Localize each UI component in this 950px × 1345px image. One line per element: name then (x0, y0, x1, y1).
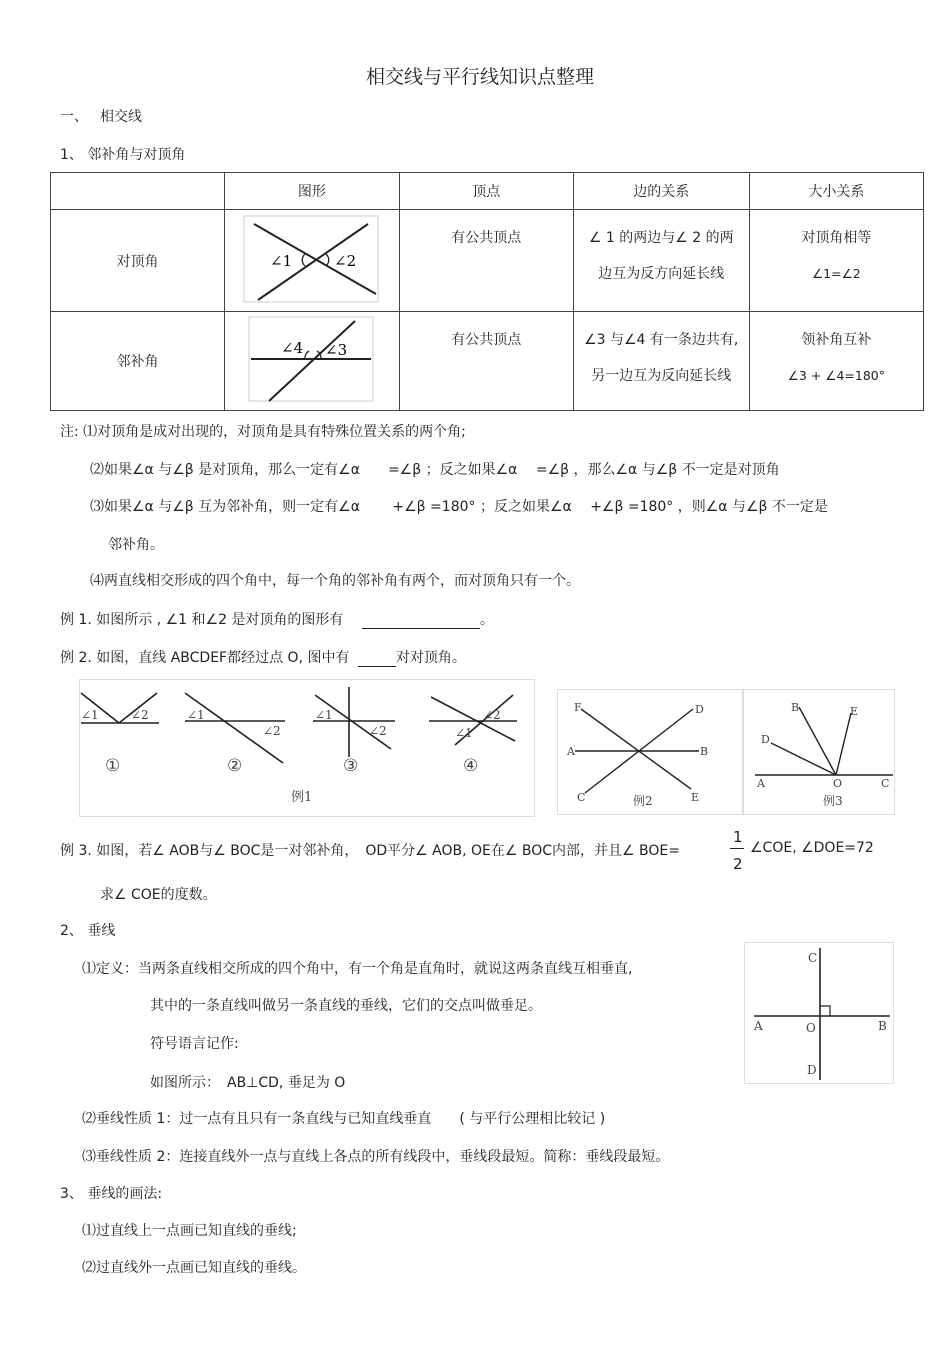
vertical-angles-figure (242, 214, 382, 304)
point-label: C (577, 791, 586, 804)
size-relation-line: 对顶角相等 (801, 230, 872, 246)
figure-number: ① (105, 756, 121, 776)
fraction-denominator: 2 (733, 855, 743, 873)
example-2-figure (557, 689, 743, 815)
note-line: 注: ⑴对顶角是成对出现的，对顶角是具有特殊位置关系的两个角; (60, 424, 466, 440)
figure-cell (224, 312, 399, 411)
angle-1-label: ∠1 (455, 726, 473, 740)
note-line: ⑵如果∠α 与∠β 是对顶角，那么一定有∠α =∠β ；反之如果∠α =∠β ，那么∠α 与∠β 不一定是对顶角 (90, 462, 780, 478)
point-label: C (808, 951, 818, 965)
table-row (51, 312, 924, 411)
table-header-cell: 顶点 (399, 173, 573, 210)
property-line: ⑶垂线性质 2：连接直线外一点与直线上各点的所有线段中，垂线段最短。简称：垂线段最短。 (82, 1149, 670, 1165)
method-line: ⑴过直线上一点画已知直线的垂线; (82, 1223, 297, 1239)
point-label: O (806, 1021, 816, 1035)
table-header-row (51, 173, 924, 210)
method-line: ⑵过直线外一点画已知直线的垂线。 (82, 1260, 306, 1276)
point-label: B (791, 701, 800, 714)
figure-caption: 例1 (291, 790, 313, 805)
size-relation-cell (749, 210, 923, 312)
angle-1-label: ∠1 (187, 708, 205, 722)
definition-line: 如图所示： AB⊥CD, 垂足为 O (150, 1075, 346, 1091)
vertex-cell: 有公共顶点 (399, 210, 573, 312)
angle-3-label: ∠3 (324, 341, 347, 359)
size-relation-formula: ∠3 + ∠4=180° (787, 368, 886, 383)
note-line: ⑶如果∠α 与∠β 互为邻补角，则一定有∠α +∠β =180° ；反之如果∠α +∠β =180° ，则∠α 与∠β 不一定是 (90, 499, 828, 515)
row-name: 对顶角 (51, 210, 225, 312)
point-label: D (807, 1063, 817, 1077)
definition-line: 其中的一条直线叫做另一条直线的垂线，它们的交点叫做垂足。 (150, 998, 542, 1014)
subsection-heading: 3、 垂线的画法: (60, 1186, 163, 1202)
example-1 (60, 609, 494, 629)
fraction-numerator: 1 (733, 828, 743, 846)
figure-cell (224, 210, 399, 312)
example-1-text: 例 1. 如图所示 , ∠1 和∠2 是对顶角的图形有 (60, 612, 344, 628)
figure-caption: 例2 (633, 794, 653, 808)
definition-line: 符号语言记作: (150, 1036, 239, 1052)
section-heading: 相交线 (100, 109, 142, 125)
example-3-line-2: 求∠ COE的度数。 (100, 887, 217, 903)
angle-2-label: ∠2 (333, 251, 356, 270)
figure-number: ③ (343, 756, 359, 776)
size-relation-line: 领补角互补 (801, 332, 872, 348)
table-header-cell: 大小关系 (749, 173, 923, 210)
edge-relation-cell (573, 312, 749, 411)
point-label: B (700, 745, 709, 758)
edge-relation-line: ∠3 与∠4 有一条边共有, (584, 332, 739, 348)
point-label: F (574, 701, 582, 714)
example-3-line-1: 例 3. 如图，若∠ AOB与∠ BOC是一对邻补角， OD平分∠ AOB, OE在∠ BOC内部，并且∠ BOE= (60, 843, 680, 859)
angle-1-label: ∠1 (81, 708, 99, 722)
angle-table (50, 172, 924, 411)
example-2 (60, 647, 466, 667)
point-label: B (878, 1019, 887, 1033)
example-1-end: 。 (479, 612, 494, 628)
point-label: E (850, 705, 859, 718)
perpendicular-figure (744, 942, 894, 1084)
angle-2-label: ∠2 (369, 724, 387, 738)
note-line: ⑷两直线相交形成的四个角中，每一个角的邻补角有两个，而对顶角只有一个。 (90, 573, 580, 589)
subsection-heading: 1、 邻补角与对顶角 (60, 147, 186, 163)
example-2-end: 对对顶角。 (395, 650, 466, 666)
point-label: A (567, 745, 575, 758)
page-title: 相交线与平行线知识点整理 (365, 66, 594, 88)
answer-blank[interactable] (362, 612, 480, 629)
adjacent-angles-figure (247, 315, 377, 403)
edge-relation-cell (573, 210, 749, 312)
point-label: A (754, 1019, 763, 1033)
angle-1-label: ∠1 (315, 708, 333, 722)
example-1-figure (79, 679, 535, 817)
fraction-bar (730, 848, 744, 849)
answer-blank[interactable] (358, 650, 396, 667)
point-label: D (761, 733, 770, 746)
figure-caption: 例3 (823, 794, 843, 808)
vertex-cell: 有公共顶点 (399, 312, 573, 411)
edge-relation-line: 边互为反方向延长线 (598, 266, 725, 282)
section-number: 一、 (60, 109, 88, 125)
point-label: D (695, 703, 704, 716)
size-relation-cell (749, 312, 923, 411)
figure-number: ② (227, 756, 243, 776)
point-label: C (881, 777, 890, 790)
angle-4-label: ∠4 (280, 339, 303, 357)
example-2-text: 例 2. 如图，直线 ABCDEF都经过点 O, 图中有 (60, 650, 350, 666)
table-header-cell: 边的关系 (573, 173, 749, 210)
table-header-cell (51, 173, 225, 210)
angle-2-label: ∠2 (483, 708, 501, 722)
table-header-cell: 图形 (224, 173, 399, 210)
row-name: 邻补角 (51, 312, 225, 411)
edge-relation-line: 另一边互为反向延长线 (591, 368, 732, 384)
figure-number: ④ (463, 756, 479, 776)
example-3-figure (743, 689, 895, 815)
size-relation-formula: ∠1=∠2 (811, 266, 861, 281)
point-label: E (691, 791, 700, 804)
table-row (51, 210, 924, 312)
example-3-line-1-end: ∠COE, ∠DOE=72 (750, 840, 874, 856)
angle-2-label: ∠2 (263, 724, 281, 738)
angle-2-label: ∠2 (131, 708, 149, 722)
subsection-heading: 2、 垂线 (60, 923, 116, 939)
note-line: 邻补角。 (108, 537, 164, 553)
angle-1-label: ∠1 (269, 251, 292, 270)
point-label: O (833, 777, 843, 790)
property-line: ⑵垂线性质 1：过一点有且只有一条直线与已知直线垂直 ( 与平行公理相比较记 ) (82, 1111, 606, 1127)
edge-relation-line: ∠ 1 的两边与∠ 2 的两 (588, 230, 734, 246)
definition-line: ⑴定义：当两条直线相交所成的四个角中，有一个角是直角时，就说这两条直线互相垂直, (82, 961, 633, 977)
point-label: A (757, 777, 765, 790)
